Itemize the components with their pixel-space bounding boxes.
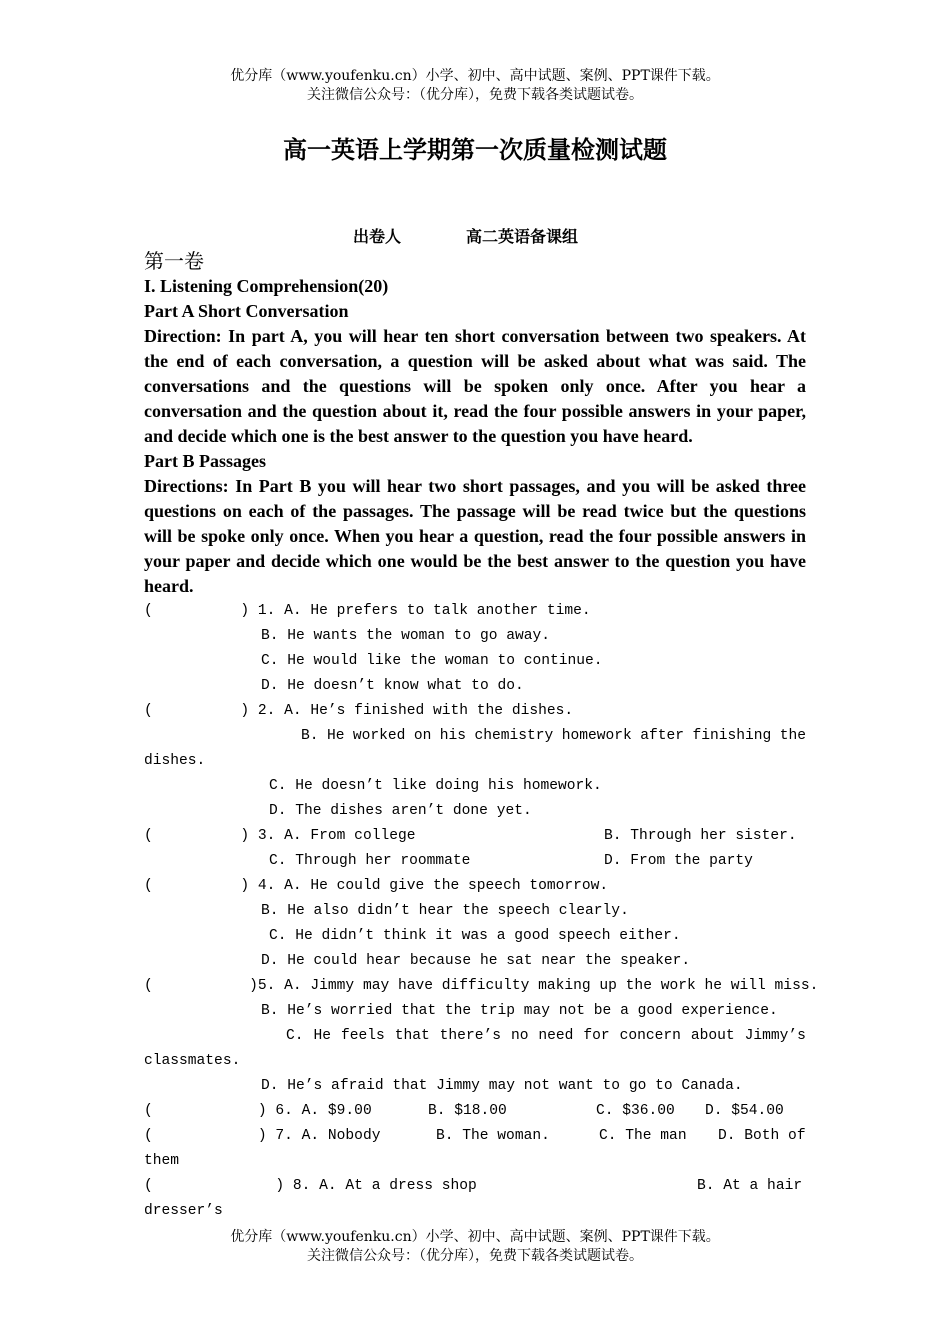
question-3-option-c: C. Through her roommate <box>269 853 471 869</box>
question-2-option-c: C. He doesn’t like doing his homework. <box>269 778 602 794</box>
question-7-row <box>144 1124 806 1149</box>
question-7-tail: them <box>144 1153 180 1169</box>
header-line-2: 关注微信公众号：（优分库），免费下载各类试题试卷。 <box>307 87 643 103</box>
question-3-option-b: B. Through her sister. <box>604 828 797 844</box>
word: that <box>394 1028 430 1044</box>
part-b-heading: Part B Passages <box>144 451 266 471</box>
question-5-option-c-tail: classmates. <box>144 1053 241 1069</box>
question-5-option-d: D. He’s afraid that Jimmy may not want to go to Canada. <box>261 1078 743 1094</box>
word: on <box>413 728 432 744</box>
question-7-line: ( ) 7. A. Nobody <box>144 1128 381 1144</box>
word: need <box>538 1028 574 1044</box>
word: concern <box>619 1028 681 1044</box>
word: about <box>690 1028 735 1044</box>
word: He <box>326 728 345 744</box>
question-6-option-d: D. $54.00 <box>705 1103 784 1119</box>
author-value: 高二英语备课组 <box>466 227 579 246</box>
question-6-row <box>144 1099 806 1124</box>
word: the <box>779 728 806 744</box>
question-4-line: ( ) 4. A. He could give the speech tomorrow. <box>144 878 609 894</box>
word: chemistry <box>474 728 554 744</box>
word: C. <box>286 1028 304 1044</box>
word: feels <box>340 1028 385 1044</box>
footer-line-2: 关注微信公众号：（优分库），免费下载各类试题试卷。 <box>307 1248 643 1264</box>
question-1-option-b: B. He wants the woman to go away. <box>261 628 551 644</box>
word: after <box>640 728 685 744</box>
question-1-line: ( ) 1. A. He prefers to talk another time. <box>144 603 591 619</box>
question-6-option-c: C. $36.00 <box>596 1103 675 1119</box>
question-8-row <box>144 1174 806 1199</box>
question-2-option-b <box>144 724 806 749</box>
question-2-option-d: D. The dishes aren’t done yet. <box>269 803 532 819</box>
question-8-tail: dresser’s <box>144 1203 223 1219</box>
word: homework <box>561 728 632 744</box>
question-6-option-b: B. $18.00 <box>428 1103 507 1119</box>
question-5-option-c <box>144 1024 806 1049</box>
question-1-option-c: C. He would like the woman to continue. <box>261 653 603 669</box>
question-3-row-2 <box>144 849 806 874</box>
question-2-option-b-tail: dishes. <box>144 753 206 769</box>
word: He <box>313 1028 331 1044</box>
question-8-option-b: B. At a hair <box>697 1178 803 1194</box>
exam-content <box>144 248 819 1224</box>
word: for <box>583 1028 610 1044</box>
question-5-line: ( )5. A. Jimmy may have difficulty making up the work he will miss. <box>144 978 819 994</box>
volume-label: 第一卷 <box>144 249 204 273</box>
question-4-option-b: B. He also didn’t hear the speech clearly. <box>261 903 629 919</box>
word: Jimmy’s <box>744 1028 806 1044</box>
author-label: 出卷人 <box>353 227 402 246</box>
word: finishing <box>692 728 772 744</box>
page-title: 高一英语上学期第一次质量检测试题 <box>283 136 667 164</box>
question-3-row-1 <box>144 824 806 849</box>
section-heading: I. Listening Comprehension(20) <box>144 276 389 296</box>
word: B. <box>301 728 319 744</box>
question-3-option-d: D. From the party <box>604 853 753 869</box>
footer-line-1: 优分库（www.youfenku.cn）小学、初中、高中试题、案例、PPT课件下载。 <box>230 1229 720 1245</box>
part-b-direction: Directions: In Part B you will hear two short passages, and you will be asked three questions on each of the passages. The passage will be read twice but the questions will be spoke only once. When you hear a question, read the four possible answers in your paper and decide which one would be the best answer to the question you have heard. <box>144 476 806 596</box>
question-4-option-c: C. He didn’t think it was a good speech either. <box>269 928 681 944</box>
question-4-option-d: D. He could hear because he sat near the speaker. <box>261 953 691 969</box>
part-a-heading: Part A Short Conversation <box>144 301 349 321</box>
question-5-option-b: B. He’s worried that the trip may not be a good experience. <box>261 1003 778 1019</box>
part-a-direction: Direction: In part A, you will hear ten short conversation between two speakers. At the end of each conversation, a question will be asked about what was said. The conversations and the questions will be spoken only once. After you hear a conversation and the question about it, read the four possible answers in your paper, and decide which one is the best answer to the question you have heard. <box>144 326 806 446</box>
word: there’s <box>439 1028 501 1044</box>
question-2-line: ( ) 2. A. He’s finished with the dishes. <box>144 703 574 719</box>
word: his <box>439 728 467 744</box>
word: worked <box>352 728 406 744</box>
question-7-option-d: D. Both of <box>718 1128 806 1144</box>
question-7-option-c: C. The man <box>599 1128 687 1144</box>
word: no <box>510 1028 529 1044</box>
question-6-line: ( ) 6. A. $9.00 <box>144 1103 372 1119</box>
question-8-line: ( ) 8. A. At a dress shop <box>144 1178 477 1194</box>
header-line-1: 优分库（www.youfenku.cn）小学、初中、高中试题、案例、PPT课件下载。 <box>230 68 720 84</box>
question-7-option-b: B. The woman. <box>436 1128 550 1144</box>
question-3-line: ( ) 3. A. From college <box>144 828 416 844</box>
question-1-option-d: D. He doesn’t know what to do. <box>261 678 524 694</box>
